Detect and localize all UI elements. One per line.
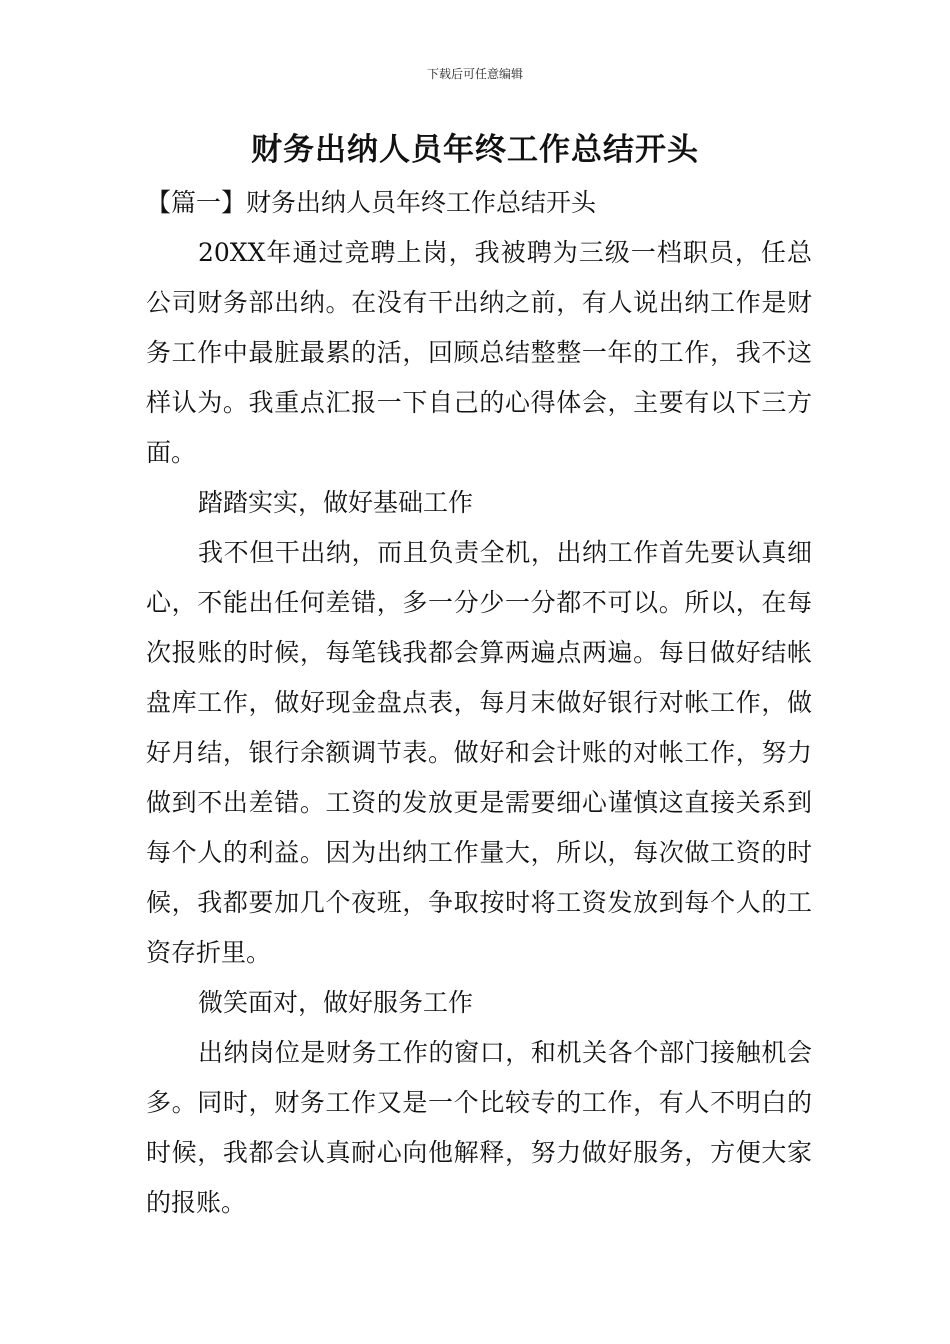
paragraph-service-work: 出纳岗位是财务工作的窗口，和机关各个部门接触机会多。同时，财务工作又是一个比较专的工作，有人不明白的时候，我都会认真耐心向他解释，努力做好服务，方便大家的报账。: [146, 1038, 812, 1217]
subheading-service-work: 微笑面对，做好服务工作: [198, 988, 474, 1017]
section-heading: 【篇一】财务出纳人员年终工作总结开头: [146, 188, 597, 217]
document-title: 财务出纳人员年终工作总结开头: [251, 132, 699, 168]
document-body: [146, 178, 812, 1228]
subheading-basic-work: 踏踏实实，做好基础工作: [198, 488, 474, 517]
paragraph-intro: 20XX年通过竞聘上岗，我被聘为三级一档职员，任总公司财务部出纳。在没有干出纳之前，有人说出纳工作是财务工作中最脏最累的活，回顾总结整整一年的工作，我不这样认为。我重点汇报一下自己的心得体会，主要有以下三方面。: [146, 238, 812, 467]
paragraph-basic-work: 我不但干出纳，而且负责全机，出纳工作首先要认真细心，不能出任何差错，多一分少一分都不可以。所以，在每次报账的时候，每笔钱我都会算两遍点两遍。每日做好结帐盘库工作，做好现金盘点表，每月末做好银行对帐工作，做好月结，银行余额调节表。做好和会计账的对帐工作，努力做到不出差错。工资的发放更是需要细心谨慎这直接关系到每个人的利益。因为出纳工作量大，所以，每次做工资的时候，我都要加几个夜班，争取按时将工资发放到每个人的工资存折里。: [146, 538, 812, 967]
header-note: 下载后可任意编辑: [426, 67, 523, 81]
